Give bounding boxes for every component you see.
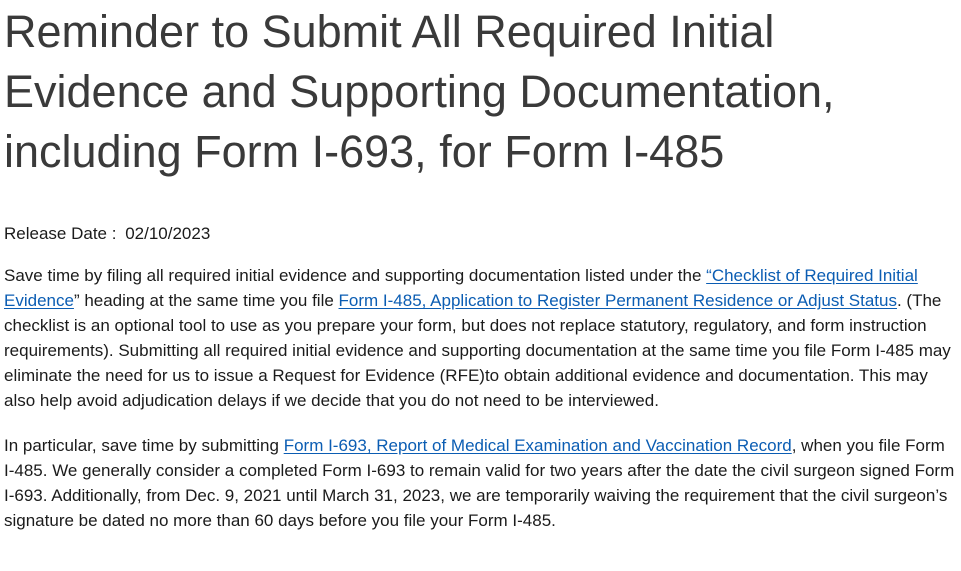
form-i485-link[interactable]: Form I-485, Application to Register Permanent Residence or Adjust Status xyxy=(338,291,897,310)
paragraph1-text-a: Save time by filing all required initial evidence and supporting documentation listed under the xyxy=(4,266,707,285)
paragraph2-text-b: , when you file Form I-485. We generally consider a completed Form I-693 to remain valid for two years after the date the civil surgeon signed Form I-693. Additionally, from Dec. 9, 2021 until March 31, 2023, we are temporarily waiving the requirement that the civil surgeon’s signature be dated no more than 60 days before you file your Form I-485. xyxy=(4,436,955,530)
paragraph-checklist xyxy=(4,263,957,413)
paragraph-i693 xyxy=(4,433,957,533)
paragraph1-text-b: ” heading at the same time you file xyxy=(73,291,339,310)
form-i693-link[interactable]: Form I-693, Report of Medical Examination and Vaccination Record xyxy=(283,436,792,455)
release-date-row xyxy=(4,223,957,245)
checklist-link[interactable]: “Checklist of Required Initial Evidence xyxy=(4,266,918,310)
release-date-label: Release Date : xyxy=(4,224,117,243)
paragraph1-text-c: . (The checklist is an optional tool to use as you prepare your form, but does not replace statutory, regulatory, and form instruction requirements). Submitting all required initial evidence and supporting documentation at the same time you file Form I-485 may eliminate the need for us to issue a Request for Evidence (RFE)to obtain additional evidence and documentation. This may also help avoid adjudication delays if we decide that you do not need to be interviewed. xyxy=(4,291,951,410)
page-title: Reminder to Submit All Required Initial Evidence and Supporting Documentation, including Form I-693, for Form I-485 xyxy=(4,6,835,177)
release-date-value: 02/10/2023 xyxy=(125,224,211,243)
paragraph2-text-a: In particular, save time by submitting xyxy=(4,436,284,455)
